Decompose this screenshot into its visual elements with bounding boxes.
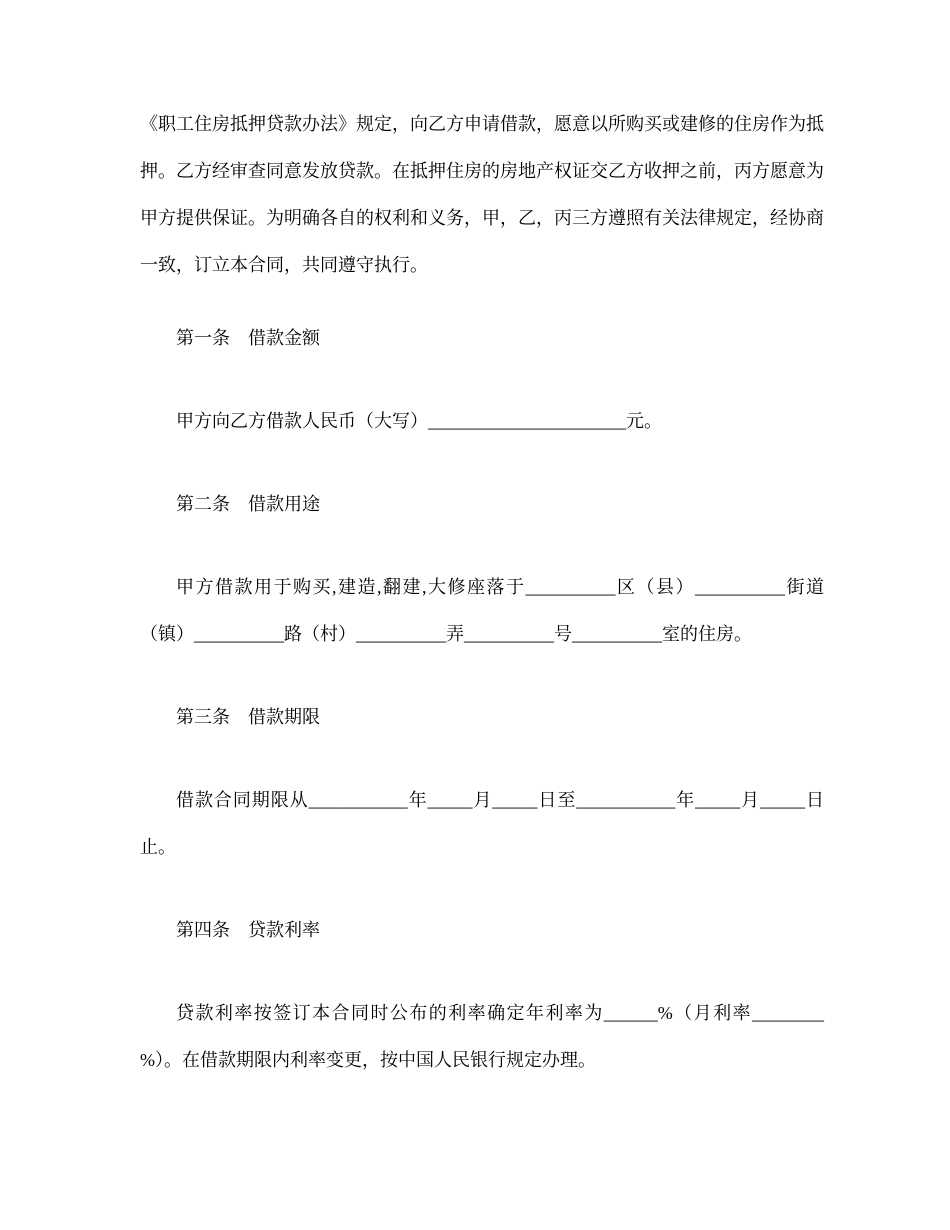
section-body-loan-purpose: 甲方借款用于购买,建造,翻建,大修座落于__________区（县）__________街道（镇）__________路（村）__________弄__________号__________室的住房。 (140, 577, 824, 644)
section-body-loan-term: 借款合同期限从___________年_____月_____日至___________年_____月_____日止。 (140, 790, 824, 857)
section-heading-loan-rate: 第四条 贷款利率 (176, 920, 320, 940)
section-loan-term (140, 694, 824, 871)
intro-paragraph: 《职工住房抵押贷款办法》规定，向乙方申请借款，愿意以所购买或建修的住房作为抵押。乙方经审查同意发放贷款。在抵押住房的房地产权证交乙方收押之前，丙方愿意为甲方提供保证。为明确各自的权利和义务，甲，乙，丙三方遵照有关法律规定，经协商一致，订立本合同，共同遵守执行。 (140, 114, 824, 275)
section-heading-loan-term: 第三条 借款期限 (176, 707, 320, 727)
section-loan-purpose (140, 481, 824, 658)
section-body-loan-rate: 贷款利率按签订本合同时公布的利率确定年利率为______%（月利率________​%）。在借款期限内利率变更，按中国人民银行规定办理。 (140, 1003, 824, 1070)
section-body-loan-amount: 甲方向乙方借款人民币（大写）______________________元。 (176, 411, 662, 431)
section-heading-loan-amount: 第一条 借款金额 (176, 328, 320, 348)
section-loan-amount (140, 315, 824, 445)
section-loan-rate (140, 907, 824, 1084)
section-heading-loan-purpose: 第二条 借款用途 (176, 494, 320, 514)
